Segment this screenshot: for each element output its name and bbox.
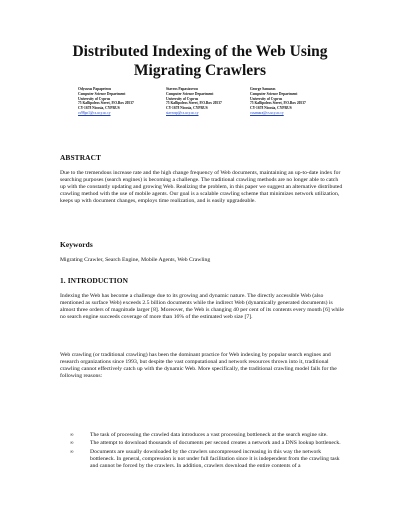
abstract-text: Due to the tremendous increase rate and the high change frequency of Web documents, maintaining an up-to-date index for searching purposes (search engines) is becoming a challenge. The traditional crawling methods are no longer able to catch up with the constantly updating and growing Web. Realizing the problem, in this paper we suggest an alternative distributed crawling method with the use of mobile agents. Our goal is a scalable crawling scheme that minimizes network utilization, keeps up with document changes, employs time realization, and is easily upgradeable. bbox=[60, 170, 343, 205]
author-address: 75 Kallipoleos Street, P.O.Box 20537 bbox=[78, 101, 134, 106]
author-2 bbox=[166, 87, 258, 116]
list-item bbox=[60, 432, 344, 439]
author-address: 75 Kallipoleos Street, P.O.Box 20537 bbox=[166, 101, 222, 106]
author-1 bbox=[78, 87, 170, 116]
intro-paragraph-1: Indexing the Web has become a challenge due to its growing and dynamic nature. The directly accessible Web (also mentioned as surface Web) exceeds 2.5 billion documents while the indirect Web (dynamically generated documents) is almost three orders of magnitude larger [8]. Moreover, the Web is changing 40 per cent of its contents every month [6] while no search engine succeeds coverage of more than 16% of the estimated web size [7]. bbox=[60, 293, 344, 321]
author-email-link[interactable]: cssamara@cs.ucy.ac.cy bbox=[250, 110, 284, 115]
bullet-icon: ∞ bbox=[70, 441, 74, 447]
bullet-text: The attempt to download thousands of documents per second creates a network and a DNS lookup bottleneck. bbox=[90, 440, 341, 447]
author-university: University of Cyprus bbox=[166, 96, 199, 101]
author-name: Odysseas Papapetrou bbox=[78, 87, 111, 91]
author-university: University of Cyprus bbox=[250, 96, 283, 101]
author-address: 75 Kallipoleos Street, P.O.Box 20537 bbox=[250, 101, 306, 106]
author-department: Computer Science Department bbox=[250, 91, 298, 96]
author-university: University of Cyprus bbox=[78, 96, 111, 101]
author-department: Computer Science Department bbox=[166, 91, 214, 96]
bullet-list bbox=[60, 432, 344, 471]
author-name: Stavros Papastavrou bbox=[166, 87, 198, 91]
author-department: Computer Science Department bbox=[78, 91, 126, 96]
keywords-text: Migrating Crawler, Search Engine, Mobile Agents, Web Crawling bbox=[60, 257, 211, 263]
intro-paragraph-2: Web crawling (or traditional crawling) has been the dominant practice for Web indexing by popular search engines and research organizations since 1993, but despite the vast computational and network resources thrown into it, traditional crawling cannot effectively catch up with the dynamic Web. More specifically, the traditional crawling model fails for the following reasons: bbox=[60, 352, 337, 380]
list-item bbox=[60, 449, 344, 470]
author-city: CY-1678 Nicosia, CYPRUS bbox=[78, 106, 120, 111]
author-email-link[interactable]: stavrosp@cs.ucy.ac.cy bbox=[166, 110, 199, 115]
bullet-text: The task of processing the crawled data introduces a vast processing bottleneck at the search engine site. bbox=[90, 432, 328, 438]
introduction-heading: 1. INTRODUCTION bbox=[60, 276, 129, 285]
list-item bbox=[60, 440, 344, 447]
bullet-text: Documents are usually downloaded by the crawlers uncompressed increasing in this way the network bottleneck. In general, compression is not under full facilitation since it is independent from the crawling task and cannot be forced by the crawlers. In addition, crawlers download the entire contents of a bbox=[90, 448, 340, 469]
author-city: CY-1678 Nicosia, CYPRUS bbox=[166, 106, 208, 111]
author-name: George Samaras bbox=[250, 87, 276, 91]
author-email-link[interactable]: cs98po1@cs.ucy.ac.cy bbox=[78, 110, 111, 115]
paper-title: Distributed Indexing of the Web Using Migrating Crawlers bbox=[72, 43, 328, 79]
keywords-heading: Keywords bbox=[60, 240, 93, 249]
author-block bbox=[78, 87, 348, 123]
bullet-icon: ∞ bbox=[70, 433, 74, 438]
abstract-heading: ABSTRACT bbox=[60, 153, 102, 162]
author-city: CY-1678 Nicosia, CYPRUS bbox=[250, 106, 292, 111]
author-3 bbox=[250, 87, 342, 116]
bullet-icon: ∞ bbox=[70, 449, 74, 455]
